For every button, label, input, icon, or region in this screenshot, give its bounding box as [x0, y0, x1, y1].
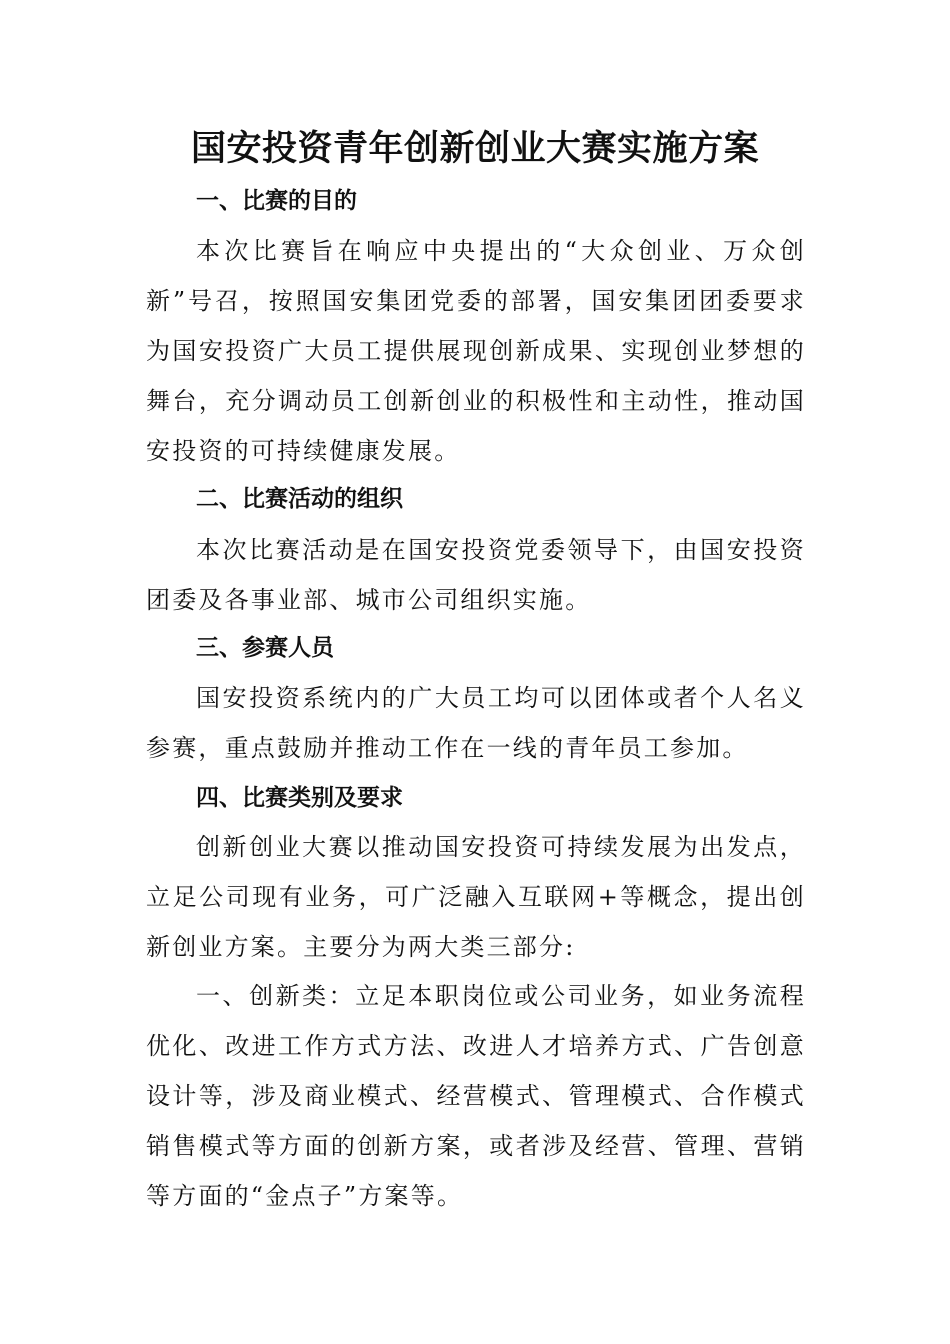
section-heading-participants: 三、参赛人员: [196, 635, 334, 661]
section-paragraph-purpose: 本次比赛旨在响应中央提出的“大众创业、万众创新”号召，按照国安集团党委的部署，国安集团团委要求为国安投资广大员工提供展现创新成果、实现创业梦想的舞台，充分调动员工创新创业的积极性和主动性，推动国安投资的可持续健康发展。: [146, 237, 806, 465]
section-heading-categories: 四、比赛类别及要求: [196, 785, 403, 811]
document-title: 国安投资青年创新创业大赛实施方案: [190, 129, 759, 169]
section-heading-organization: 二、比赛活动的组织: [196, 486, 403, 512]
section-paragraph-participants: 国安投资系统内的广大员工均可以团体或者个人名义参赛，重点鼓励并推动工作在一线的青年员工参加。: [146, 684, 806, 762]
section-paragraph-organization: 本次比赛活动是在国安投资党委领导下，由国安投资团委及各事业部、城市公司组织实施。: [146, 536, 806, 614]
section-paragraph-innovation: 一、创新类：立足本职岗位或公司业务，如业务流程优化、改进工作方式方法、改进人才培养方式、广告创意设计等，涉及商业模式、经营模式、管理模式、合作模式销售模式等方面的创新方案，或者涉及经营、管理、营销等方面的“金点子”方案等。: [146, 982, 806, 1210]
section-paragraph-categories: 创新创业大赛以推动国安投资可持续发展为出发点，立足公司现有业务，可广泛融入互联网+等概念，提出创新创业方案。主要分为两大类三部分:: [146, 833, 806, 961]
section-heading-purpose: 一、比赛的目的: [196, 188, 357, 214]
